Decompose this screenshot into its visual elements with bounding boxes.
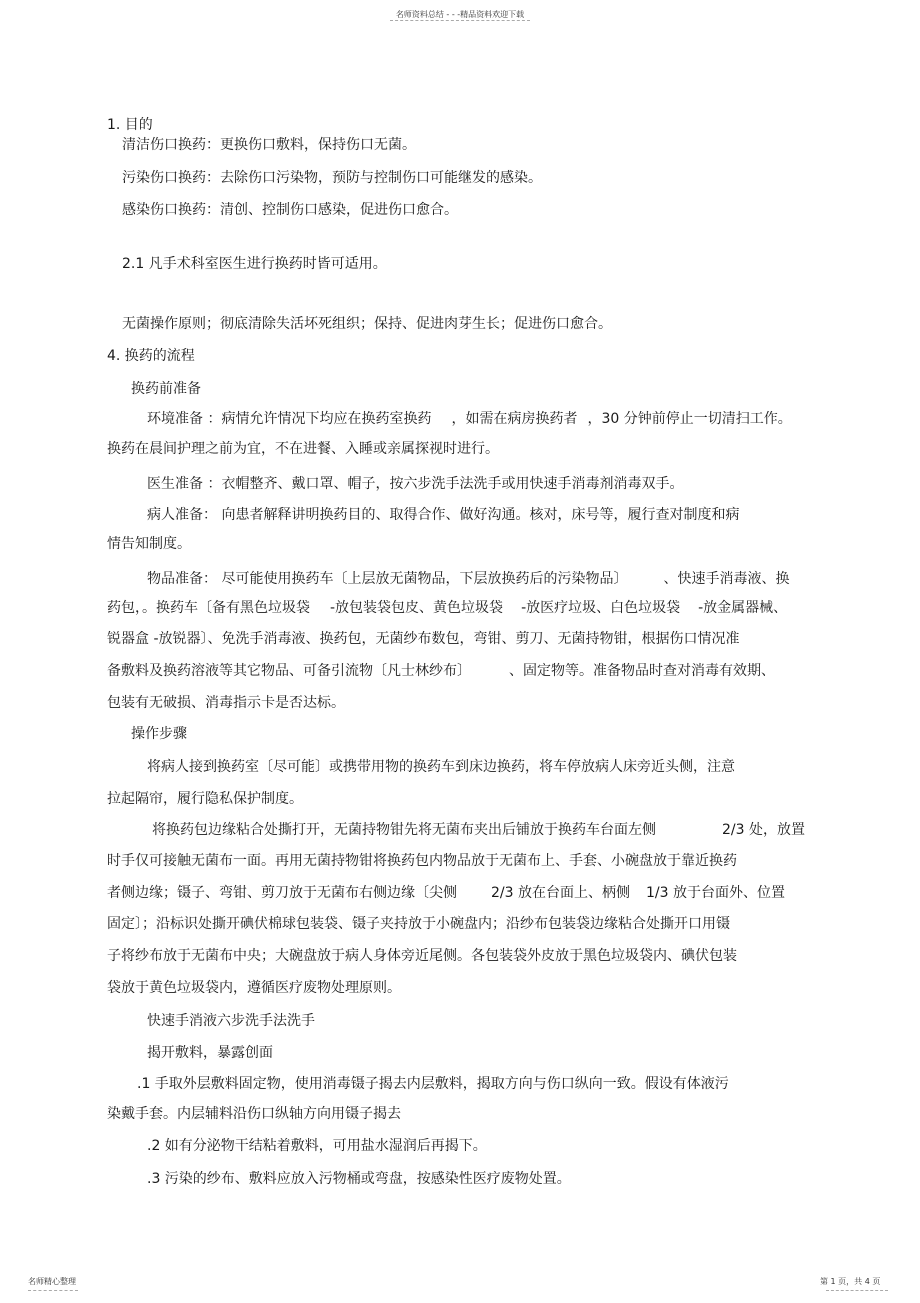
supplies-prep-part-1: 物品准备： 尽可能使用换药车〔上层放无菌物品，下层放换药后的污染物品〕 — [147, 571, 628, 587]
step-open-pack-line — [152, 820, 805, 840]
aseptic-principle: 无菌操作原则；彻底清除失活坏死组织；保持、促进肉芽生长；促进伤口愈合。 — [122, 316, 612, 332]
substep-1-continued: 染戴手套。内层辅料沿伤口纵轴方向用镊子揭去 — [107, 1106, 401, 1122]
step-open-pack-continued: 时手仅可接触无菌布一面。再用无菌持物钳将换药包内物品放于无菌布上、手套、小碗盘放于靠近换药 — [107, 853, 737, 869]
step-instrument-placement — [107, 883, 785, 903]
supplies-drainage-part-2: 、固定物等。准备物品时查对消毒有效期、 — [509, 663, 775, 679]
step-open-pack-part-2: 2/3 处，放置 — [722, 822, 805, 838]
step-gauze-line: 子将纱布放于无菌布中央；大碗盘放于病人身体旁近尾侧。各包装袋外皮放于黑色垃圾袋内、碘伏包装 — [107, 948, 737, 964]
header-divider — [390, 20, 530, 21]
substep-2: .2 如有分泌物干结粘着敷料，可用盐水湿润后再揭下。 — [147, 1138, 487, 1154]
doctor-prep: 医生准备 ：衣帽整齐、戴口罩、帽子，按六步洗手法洗手或用快速手消毒剂消毒双手。 — [147, 476, 684, 492]
page-number: 第 1 页，共 4 页 — [820, 1277, 881, 1286]
patient-prep-continued: 情告知制度。 — [107, 536, 191, 552]
step-open-pack-part-1: 将换药包边缘粘合处撕打开，无菌持物钳先将无菌布夹出后铺放于换药车台面左侧 — [152, 822, 656, 838]
environment-prep-part-2: ，如需在病房换药者 — [451, 411, 578, 427]
environment-prep-part-3: ，30 分钟前停止一切清扫工作。 — [587, 411, 792, 427]
step-waste-line: 袋放于黄色垃圾袋内，遵循医疗废物处理原则。 — [107, 980, 401, 996]
subheading-steps: 操作步骤 — [131, 726, 187, 742]
patient-prep: 病人准备： 向患者解释讲明换药目的、取得合作、做好沟通。核对，床号等，履行查对制度和病 — [147, 507, 740, 523]
supplies-check-line: 包装有无破损、消毒指示卡是否达标。 — [107, 695, 345, 711]
subheading-preparation: 换药前准备 — [131, 381, 201, 397]
supplies-cart-line — [107, 598, 787, 618]
supplies-cart-part-4: -放金属器械、 — [698, 600, 788, 616]
supplies-list-line: 锐器盒 -放锐器〕、免洗手消毒液、换药包，无菌纱布数包，弯钳、剪刀、无菌持物钳，根据伤口情况准 — [107, 631, 740, 647]
supplies-cart-part-1: 药包，。换药车〔备有黑色垃圾袋 — [107, 600, 310, 616]
section-procedure-heading: 4. 换药的流程 — [107, 348, 195, 364]
scope-paragraph: 2.1 凡手术科室医生进行换药时皆可适用。 — [122, 256, 387, 272]
footer-left-divider — [28, 1290, 78, 1291]
supplies-cart-part-2: -放包装袋包皮、黄色垃圾袋 — [330, 600, 504, 616]
supplies-prep-line — [147, 569, 789, 589]
supplies-drainage-line — [107, 661, 775, 681]
step-remove-dressing: 揭开敷料，暴露创面 — [147, 1045, 273, 1061]
purpose-clean-wound: 清洁伤口换药：更换伤口敷料，保持伤口无菌。 — [122, 137, 416, 153]
purpose-contaminated-wound: 污染伤口换药：去除伤口污染物，预防与控制伤口可能继发的感染。 — [122, 170, 542, 186]
step-hand-wash: 快速手消液六步洗手法洗手 — [147, 1013, 315, 1029]
step-transfer-patient: 将病人接到换药室〔尽可能〕或携带用物的换药车到床边换药，将车停放病人床旁近头侧，注意 — [147, 759, 735, 775]
purpose-infected-wound: 感染伤口换药：清创、控制伤口感染，促进伤口愈合。 — [122, 202, 458, 218]
footer-left: 名师精心整理 — [28, 1277, 76, 1286]
step-instrument-part-2: 2/3 放在台面上、柄侧 — [491, 885, 630, 901]
substep-3: .3 污染的纱布、敷料应放入污物桶或弯盘，按感染性医疗废物处置。 — [147, 1171, 571, 1187]
step-instrument-part-1: 者侧边缘；镊子、弯钳、剪刀放于无菌布右侧边缘〔尖侧 — [107, 885, 457, 901]
environment-prep-part-1: 环境准备 ：病情允许情况下均应在换药室换药 — [147, 411, 432, 427]
substep-1: .1 手取外层敷料固定物，使用消毒镊子揭去内层敷料，揭取方向与伤口纵向一致。假设有体液污 — [137, 1076, 729, 1092]
environment-prep-line — [147, 409, 792, 429]
section-purpose-heading: 1. 目的 — [107, 117, 153, 133]
supplies-drainage-part-1: 备敷料及换药溶液等其它物品、可备引流物〔凡士林纱布〕 — [107, 663, 471, 679]
step-transfer-continued: 拉起隔帘，履行隐私保护制度。 — [107, 791, 303, 807]
footer-right-divider — [826, 1290, 888, 1291]
step-instrument-part-3: 1/3 放于台面外、位置 — [645, 885, 785, 901]
page-header: 名师资料总结 - - -精品资料欢迎下载 — [395, 10, 525, 19]
supplies-prep-part-2: 、快速手消毒液、换 — [663, 571, 790, 587]
supplies-cart-part-3: -放医疗垃圾、白色垃圾袋 — [521, 600, 681, 616]
environment-prep-continued: 换药在晨间护理之前为宜，不在进餐、入睡或亲属探视时进行。 — [107, 441, 499, 457]
step-iodine-line: 固定〕；沿标识处撕开碘伏棉球包装袋、镊子夹持放于小碗盘内；沿纱布包装袋边缘粘合处撕开口用镊 — [107, 916, 730, 932]
